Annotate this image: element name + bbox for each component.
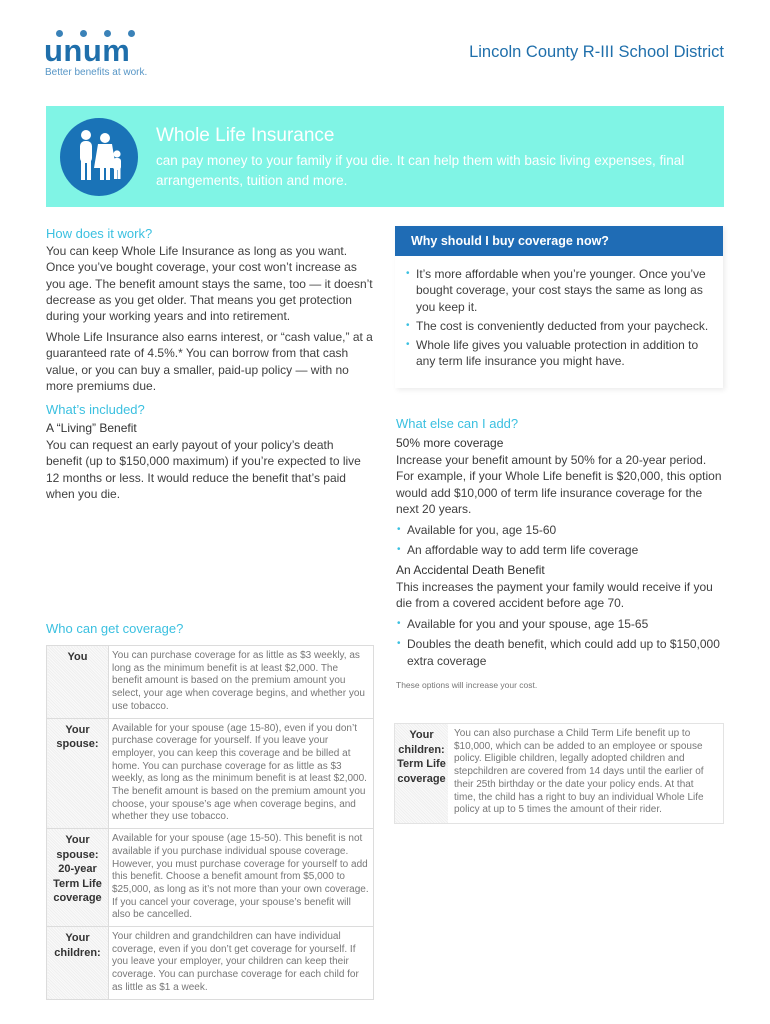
accidental-death-heading: An Accidental Death Benefit	[396, 563, 545, 577]
more-coverage-text: Increase your benefit amount by 50% for a 20-year period. For example, if your Whole Life benefit is $20,000, this option would add $10,000 of term life insurance coverage for the next 20 years.	[396, 453, 722, 516]
accidental-death-list	[396, 616, 726, 669]
table-row	[47, 927, 374, 1000]
child-term-life-label: Your children: Term Life coverage	[395, 724, 448, 823]
more-coverage-item: • An affordable way to add term life coverage	[396, 542, 724, 558]
table-row	[47, 718, 374, 829]
included-heading: What’s included?	[46, 402, 145, 417]
why-item: • It’s more affordable when you’re younger. Once you’ve bought coverage, your cost stays the same as long as you keep it.	[405, 266, 717, 315]
why-item: • Whole life gives you valuable protection in addition to any term life insurance you might have.	[405, 337, 717, 370]
living-benefit-heading: A “Living” Benefit	[46, 421, 137, 435]
how-heading: How does it work?	[46, 226, 153, 241]
child-term-life-text: You can also purchase a Child Term Life benefit up to $10,000, which can be added to an employee or spouse policy. Eligible children, legally adopted children and stepchildren are covered from 14 days until the earlier of their 25th birthday or the date your policy ends. At that time, the child has a right to buy an individual Whole Life policy at up to 5 times the amount of their rider.	[454, 728, 704, 816]
accidental-death-item: • Doubles the death benefit, which could add up to $150,000 extra coverage	[396, 636, 726, 669]
who-label: Your spouse:	[47, 718, 109, 829]
who-description: Available for your spouse (age 15-80), even if you don’t purchase coverage for yourself. If you leave your employer, you can keep this coverage and be billed at home. You can purchase coverage for as little as $3 weekly, as long as the minimum benefit is at least $2,000. The benefit amount is based on the premium amount you choose, your spouse’s age when coverage begins, and whether they use tobacco.	[109, 718, 374, 829]
who-description: Your children and grandchildren can have individual coverage, even if you don’t get coverage for yourself. If you leave your employer, your children can keep their coverage. You can purchase coverage for each child for as little as $1 a week.	[109, 927, 374, 1000]
page-subtitle: can pay money to your family if you die. It can help them with basic living expenses, final arrangements, tuition and more.	[156, 153, 685, 188]
who-description: Available for your spouse (age 15-50). This benefit is not available if you purchase individual spouse coverage. However, you must purchase coverage for yourself to add this benefit. Choose a benefit amount from $5,000 to $25,000, as long as it’s not more than your own coverage. If you cancel your coverage, your spouse’s benefit will also be cancelled.	[109, 829, 374, 927]
who-label: Your spouse: 20-year Term Life coverage	[47, 829, 109, 927]
how-paragraph-1: You can keep Whole Life Insurance as long as you want. Once you’ve bought coverage, your cost won’t increase as you age. The benefit amount stays the same, too — it doesn’t decrease as you get older. That means you get protection during your working years and into retirement.	[46, 244, 373, 324]
more-coverage-heading: 50% more coverage	[396, 436, 504, 450]
who-table	[46, 645, 374, 1000]
page-title: Whole Life Insurance	[156, 125, 335, 146]
why-box	[395, 226, 723, 388]
how-paragraph-2: Whole Life Insurance also earns interest, or “cash value,” at a guaranteed rate of 4.5%.* You can borrow from that cash value, or you can buy a smaller, paid-up policy — with no more premiums due.	[46, 330, 373, 393]
why-heading: Why should I buy coverage now?	[395, 226, 723, 256]
add-heading: What else can I add?	[396, 416, 519, 431]
why-item: • The cost is conveniently deducted from your paycheck.	[405, 318, 717, 334]
accidental-death-item: • Available for you and your spouse, age 15-65	[396, 616, 726, 632]
accidental-death-text: This increases the payment your family would receive if you die from a covered accident before age 70.	[396, 580, 713, 611]
title-banner	[46, 106, 724, 207]
cost-note: These options will increase your cost.	[396, 680, 538, 690]
who-label: You	[47, 646, 109, 719]
district-name: Lincoln County R-III School District	[469, 43, 724, 61]
unum-logo	[44, 30, 184, 80]
why-list	[405, 266, 717, 370]
child-term-life-box	[394, 723, 724, 824]
more-coverage-list	[396, 522, 724, 559]
table-row	[47, 829, 374, 927]
living-benefit-text: You can request an early payout of your policy’s death benefit (up to $150,000 maximum) if you’re expected to live 12 months or less. It would reduce the benefit that’s paid when you die.	[46, 438, 361, 501]
logo-wordmark: unum	[44, 33, 131, 68]
family-icon	[60, 118, 138, 196]
logo-tagline: Better benefits at work.	[45, 67, 148, 78]
who-heading: Who can get coverage?	[46, 621, 184, 636]
who-label: Your children:	[47, 927, 109, 1000]
more-coverage-item: • Available for you, age 15-60	[396, 522, 724, 538]
table-row	[47, 646, 374, 719]
who-description: You can purchase coverage for as little as $3 weekly, as long as the minimum benefit is at least $2,000. The benefit amount is based on the premium amount you select, your age when coverage begins, and whether you use tobacco.	[109, 646, 374, 719]
